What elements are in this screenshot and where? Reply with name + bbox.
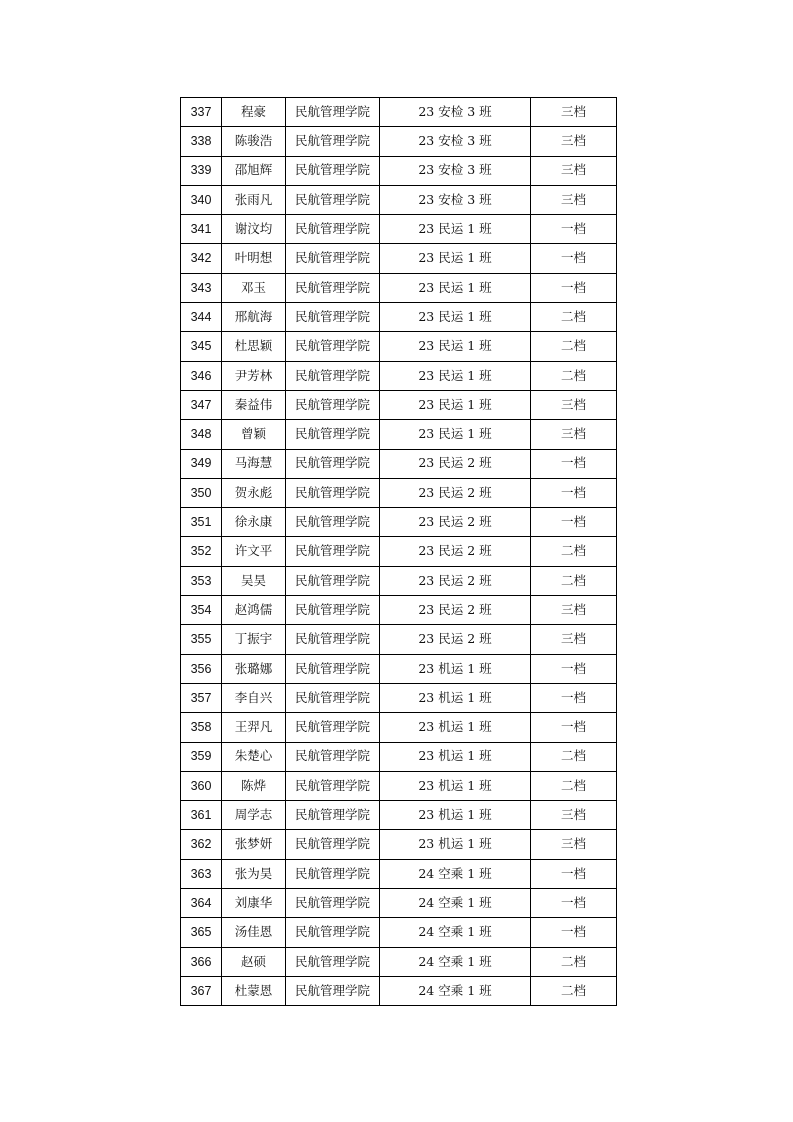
- cell-student-name: 朱楚心: [222, 742, 286, 771]
- cell-student-name: 谢汶均: [222, 215, 286, 244]
- cell-college: 民航管理学院: [286, 566, 380, 595]
- cell-number: 351: [181, 508, 222, 537]
- roster-table: [180, 97, 617, 1006]
- cell-class: 23 民运 2 班: [380, 566, 531, 595]
- cell-level: 二档: [531, 566, 617, 595]
- cell-college: 民航管理学院: [286, 303, 380, 332]
- table-row: [181, 830, 617, 859]
- cell-level: 三档: [531, 390, 617, 419]
- table-row: [181, 801, 617, 830]
- cell-number: 353: [181, 566, 222, 595]
- cell-college: 民航管理学院: [286, 683, 380, 712]
- cell-student-name: 贺永彪: [222, 478, 286, 507]
- cell-class: 24 空乘 1 班: [380, 976, 531, 1005]
- cell-college: 民航管理学院: [286, 976, 380, 1005]
- table-row: [181, 654, 617, 683]
- table-row: [181, 215, 617, 244]
- cell-student-name: 叶明想: [222, 244, 286, 273]
- cell-level: 一档: [531, 859, 617, 888]
- cell-level: 一档: [531, 478, 617, 507]
- cell-college: 民航管理学院: [286, 830, 380, 859]
- table-row: [181, 683, 617, 712]
- cell-level: 一档: [531, 654, 617, 683]
- table-row: [181, 859, 617, 888]
- table-row: [181, 508, 617, 537]
- cell-class: 23 民运 2 班: [380, 508, 531, 537]
- table-row: [181, 244, 617, 273]
- cell-student-name: 尹芳林: [222, 361, 286, 390]
- table-row: [181, 918, 617, 947]
- cell-class: 23 机运 1 班: [380, 742, 531, 771]
- cell-number: 362: [181, 830, 222, 859]
- cell-student-name: 杜蒙恩: [222, 976, 286, 1005]
- cell-college: 民航管理学院: [286, 156, 380, 185]
- cell-number: 348: [181, 420, 222, 449]
- cell-student-name: 邢航海: [222, 303, 286, 332]
- cell-number: 345: [181, 332, 222, 361]
- cell-college: 民航管理学院: [286, 332, 380, 361]
- cell-number: 340: [181, 185, 222, 214]
- cell-level: 三档: [531, 127, 617, 156]
- cell-class: 24 空乘 1 班: [380, 889, 531, 918]
- cell-student-name: 赵硕: [222, 947, 286, 976]
- cell-student-name: 李自兴: [222, 683, 286, 712]
- cell-class: 24 空乘 1 班: [380, 859, 531, 888]
- cell-number: 338: [181, 127, 222, 156]
- cell-number: 349: [181, 449, 222, 478]
- cell-student-name: 陈烨: [222, 771, 286, 800]
- cell-college: 民航管理学院: [286, 127, 380, 156]
- cell-level: 二档: [531, 947, 617, 976]
- roster-table-body: [181, 98, 617, 1006]
- table-row: [181, 303, 617, 332]
- table-row: [181, 742, 617, 771]
- cell-class: 23 民运 2 班: [380, 537, 531, 566]
- cell-class: 23 民运 1 班: [380, 244, 531, 273]
- cell-college: 民航管理学院: [286, 215, 380, 244]
- cell-level: 三档: [531, 156, 617, 185]
- table-row: [181, 947, 617, 976]
- cell-level: 三档: [531, 830, 617, 859]
- cell-class: 23 民运 1 班: [380, 390, 531, 419]
- table-row: [181, 889, 617, 918]
- cell-level: 三档: [531, 801, 617, 830]
- cell-college: 民航管理学院: [286, 98, 380, 127]
- cell-student-name: 徐永康: [222, 508, 286, 537]
- cell-class: 23 安检 3 班: [380, 98, 531, 127]
- table-row: [181, 449, 617, 478]
- cell-level: 二档: [531, 537, 617, 566]
- cell-class: 23 机运 1 班: [380, 654, 531, 683]
- cell-student-name: 刘康华: [222, 889, 286, 918]
- cell-level: 一档: [531, 244, 617, 273]
- table-row: [181, 390, 617, 419]
- cell-number: 357: [181, 683, 222, 712]
- cell-student-name: 张梦妍: [222, 830, 286, 859]
- cell-student-name: 汤佳恩: [222, 918, 286, 947]
- table-row: [181, 185, 617, 214]
- table-row: [181, 771, 617, 800]
- cell-class: 23 机运 1 班: [380, 830, 531, 859]
- cell-number: 355: [181, 625, 222, 654]
- cell-class: 23 机运 1 班: [380, 683, 531, 712]
- cell-level: 一档: [531, 508, 617, 537]
- cell-college: 民航管理学院: [286, 185, 380, 214]
- cell-class: 23 民运 1 班: [380, 361, 531, 390]
- table-row: [181, 332, 617, 361]
- cell-level: 二档: [531, 742, 617, 771]
- cell-student-name: 邵旭辉: [222, 156, 286, 185]
- cell-number: 337: [181, 98, 222, 127]
- cell-class: 23 民运 1 班: [380, 332, 531, 361]
- cell-class: 23 机运 1 班: [380, 771, 531, 800]
- cell-student-name: 曾颖: [222, 420, 286, 449]
- table-row: [181, 537, 617, 566]
- cell-class: 23 民运 2 班: [380, 625, 531, 654]
- cell-number: 366: [181, 947, 222, 976]
- cell-college: 民航管理学院: [286, 420, 380, 449]
- cell-college: 民航管理学院: [286, 244, 380, 273]
- cell-student-name: 周学志: [222, 801, 286, 830]
- cell-level: 二档: [531, 303, 617, 332]
- cell-level: 一档: [531, 918, 617, 947]
- cell-number: 342: [181, 244, 222, 273]
- cell-class: 23 民运 1 班: [380, 420, 531, 449]
- cell-student-name: 杜思颖: [222, 332, 286, 361]
- cell-number: 360: [181, 771, 222, 800]
- cell-number: 356: [181, 654, 222, 683]
- cell-college: 民航管理学院: [286, 654, 380, 683]
- table-row: [181, 566, 617, 595]
- cell-level: 三档: [531, 185, 617, 214]
- cell-level: 三档: [531, 625, 617, 654]
- cell-level: 二档: [531, 361, 617, 390]
- cell-college: 民航管理学院: [286, 537, 380, 566]
- cell-college: 民航管理学院: [286, 596, 380, 625]
- cell-student-name: 吴昊: [222, 566, 286, 595]
- cell-class: 23 安检 3 班: [380, 185, 531, 214]
- cell-college: 民航管理学院: [286, 713, 380, 742]
- cell-college: 民航管理学院: [286, 771, 380, 800]
- cell-level: 一档: [531, 215, 617, 244]
- table-row: [181, 625, 617, 654]
- cell-class: 23 机运 1 班: [380, 801, 531, 830]
- cell-level: 一档: [531, 449, 617, 478]
- cell-level: 二档: [531, 976, 617, 1005]
- cell-student-name: 赵鸿儒: [222, 596, 286, 625]
- cell-student-name: 邓玉: [222, 273, 286, 302]
- cell-college: 民航管理学院: [286, 889, 380, 918]
- cell-number: 343: [181, 273, 222, 302]
- cell-college: 民航管理学院: [286, 625, 380, 654]
- cell-level: 一档: [531, 889, 617, 918]
- cell-level: 一档: [531, 713, 617, 742]
- cell-class: 23 民运 1 班: [380, 215, 531, 244]
- cell-class: 24 空乘 1 班: [380, 947, 531, 976]
- cell-level: 一档: [531, 273, 617, 302]
- cell-student-name: 马海慧: [222, 449, 286, 478]
- cell-level: 一档: [531, 683, 617, 712]
- cell-number: 358: [181, 713, 222, 742]
- cell-college: 民航管理学院: [286, 742, 380, 771]
- cell-class: 23 民运 1 班: [380, 273, 531, 302]
- table-row: [181, 478, 617, 507]
- cell-class: 23 民运 2 班: [380, 596, 531, 625]
- cell-student-name: 程豪: [222, 98, 286, 127]
- cell-class: 23 民运 1 班: [380, 303, 531, 332]
- cell-student-name: 张璐娜: [222, 654, 286, 683]
- table-row: [181, 420, 617, 449]
- cell-college: 民航管理学院: [286, 449, 380, 478]
- cell-class: 23 民运 2 班: [380, 478, 531, 507]
- cell-class: 24 空乘 1 班: [380, 918, 531, 947]
- cell-number: 354: [181, 596, 222, 625]
- cell-college: 民航管理学院: [286, 918, 380, 947]
- cell-student-name: 许文平: [222, 537, 286, 566]
- cell-college: 民航管理学院: [286, 859, 380, 888]
- cell-number: 341: [181, 215, 222, 244]
- cell-level: 二档: [531, 332, 617, 361]
- cell-college: 民航管理学院: [286, 478, 380, 507]
- cell-level: 三档: [531, 98, 617, 127]
- cell-student-name: 秦益伟: [222, 390, 286, 419]
- cell-number: 365: [181, 918, 222, 947]
- cell-student-name: 王羿凡: [222, 713, 286, 742]
- cell-number: 364: [181, 889, 222, 918]
- cell-class: 23 安检 3 班: [380, 156, 531, 185]
- table-row: [181, 127, 617, 156]
- cell-number: 367: [181, 976, 222, 1005]
- cell-level: 三档: [531, 420, 617, 449]
- cell-student-name: 陈骏浩: [222, 127, 286, 156]
- cell-college: 民航管理学院: [286, 390, 380, 419]
- cell-college: 民航管理学院: [286, 273, 380, 302]
- cell-class: 23 民运 2 班: [380, 449, 531, 478]
- cell-class: 23 机运 1 班: [380, 713, 531, 742]
- table-row: [181, 976, 617, 1005]
- cell-number: 363: [181, 859, 222, 888]
- cell-number: 352: [181, 537, 222, 566]
- cell-number: 347: [181, 390, 222, 419]
- table-row: [181, 98, 617, 127]
- table-row: [181, 596, 617, 625]
- cell-number: 339: [181, 156, 222, 185]
- cell-student-name: 丁振宇: [222, 625, 286, 654]
- cell-college: 民航管理学院: [286, 508, 380, 537]
- table-row: [181, 713, 617, 742]
- table-row: [181, 273, 617, 302]
- cell-number: 350: [181, 478, 222, 507]
- cell-student-name: 张雨凡: [222, 185, 286, 214]
- cell-number: 361: [181, 801, 222, 830]
- cell-level: 二档: [531, 771, 617, 800]
- table-row: [181, 156, 617, 185]
- cell-class: 23 安检 3 班: [380, 127, 531, 156]
- cell-level: 三档: [531, 596, 617, 625]
- cell-number: 346: [181, 361, 222, 390]
- table-row: [181, 361, 617, 390]
- cell-number: 359: [181, 742, 222, 771]
- cell-college: 民航管理学院: [286, 947, 380, 976]
- cell-college: 民航管理学院: [286, 801, 380, 830]
- cell-number: 344: [181, 303, 222, 332]
- cell-college: 民航管理学院: [286, 361, 380, 390]
- cell-student-name: 张为昊: [222, 859, 286, 888]
